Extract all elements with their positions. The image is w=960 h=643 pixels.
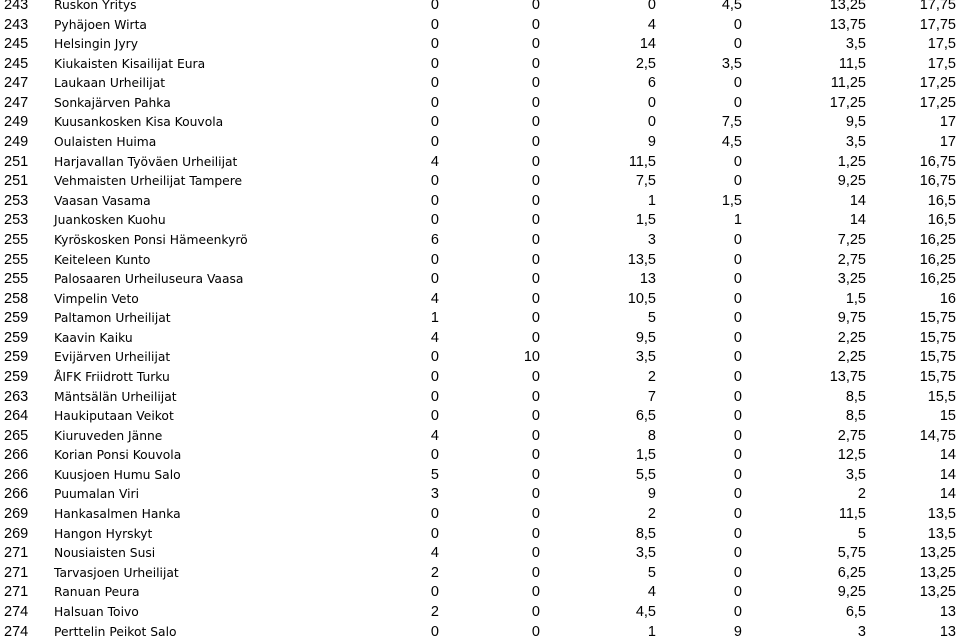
table-row: [0, 16, 960, 36]
total-cell: 17: [939, 134, 956, 151]
value-cell: 0: [733, 408, 742, 425]
club-name: Evijärven Urheilijat: [54, 350, 171, 365]
table-row: [0, 583, 960, 603]
table-row: [0, 485, 960, 505]
value-cell: 0: [531, 134, 540, 151]
club-name: Ranuan Peura: [54, 585, 140, 600]
value-cell: 0: [531, 153, 540, 170]
value-cell: 0: [733, 603, 742, 620]
value-cell: 4,5: [635, 603, 656, 620]
value-cell: 0: [733, 466, 742, 483]
value-cell: 0: [430, 36, 439, 53]
value-cell: 0: [531, 231, 540, 248]
table-row: [0, 525, 960, 545]
value-cell: 0: [531, 75, 540, 92]
value-cell: 5: [857, 525, 866, 542]
value-cell: 2,25: [837, 349, 866, 366]
value-cell: 13,5: [627, 251, 656, 268]
value-cell: 0: [733, 36, 742, 53]
value-cell: 0: [733, 231, 742, 248]
rank-cell: 271: [4, 545, 29, 562]
value-cell: 2,5: [635, 55, 656, 72]
value-cell: 2,25: [837, 329, 866, 346]
value-cell: 3: [857, 623, 866, 640]
value-cell: 14: [849, 212, 866, 229]
value-cell: 13: [639, 271, 656, 288]
value-cell: 1,25: [837, 153, 866, 170]
rank-cell: 259: [4, 329, 29, 346]
value-cell: 1,5: [635, 447, 656, 464]
value-cell: 0: [531, 251, 540, 268]
table-row: [0, 251, 960, 271]
value-cell: 0: [531, 506, 540, 523]
value-cell: 0: [733, 75, 742, 92]
value-cell: 1: [430, 310, 439, 327]
club-name: Sonkajärven Pahka: [54, 95, 171, 110]
value-cell: 8,5: [845, 388, 866, 405]
table-row: [0, 231, 960, 251]
table-row: [0, 113, 960, 133]
value-cell: 0: [430, 94, 439, 111]
total-cell: 16,75: [919, 153, 956, 170]
value-cell: 6,5: [635, 408, 656, 425]
club-name: Kuusjoen Humu Salo: [54, 467, 181, 482]
club-name: Vimpelin Veto: [54, 291, 139, 306]
total-cell: 14,75: [919, 427, 956, 444]
rank-cell: 264: [4, 408, 29, 425]
value-cell: 4: [647, 16, 656, 33]
value-cell: 9: [733, 623, 742, 640]
club-name: Palosaaren Urheiluseura Vaasa: [54, 272, 244, 287]
value-cell: 0: [531, 388, 540, 405]
total-cell: 17,5: [927, 55, 956, 72]
value-cell: 0: [531, 310, 540, 327]
table-row: [0, 427, 960, 447]
value-cell: 3,5: [845, 466, 866, 483]
value-cell: 0: [430, 271, 439, 288]
value-cell: 14: [849, 192, 866, 209]
rank-cell: 266: [4, 447, 29, 464]
value-cell: 0: [733, 290, 742, 307]
table-row: [0, 153, 960, 173]
value-cell: 11,5: [838, 506, 866, 523]
value-cell: 3,5: [721, 55, 742, 72]
value-cell: 0: [647, 94, 656, 111]
rank-cell: 255: [4, 231, 29, 248]
club-name: Keiteleen Kunto: [54, 252, 151, 267]
value-cell: 0: [733, 349, 742, 366]
club-name: Laukaan Urheilijat: [54, 76, 166, 91]
value-cell: 0: [430, 0, 439, 13]
value-cell: 0: [531, 466, 540, 483]
value-cell: 0: [733, 506, 742, 523]
value-cell: 0: [531, 564, 540, 581]
value-cell: 0: [430, 506, 439, 523]
value-cell: 1,5: [635, 212, 656, 229]
table-row: [0, 309, 960, 329]
total-cell: 17,5: [927, 36, 956, 53]
value-cell: 0: [430, 447, 439, 464]
club-name: Kiukaisten Kisailijat Eura: [54, 56, 206, 71]
table-row: [0, 466, 960, 486]
club-name: Ruskon Yritys: [54, 0, 137, 12]
value-cell: 0: [531, 603, 540, 620]
rank-cell: 253: [4, 212, 29, 229]
value-cell: 9: [647, 486, 656, 503]
value-cell: 12,5: [837, 447, 866, 464]
value-cell: 0: [531, 427, 540, 444]
value-cell: 7,5: [635, 173, 656, 190]
value-cell: 0: [733, 368, 742, 385]
total-cell: 13: [939, 623, 956, 640]
club-name: Perttelin Peikot Salo: [54, 624, 177, 639]
value-cell: 0: [733, 329, 742, 346]
value-cell: 0: [430, 75, 439, 92]
value-cell: 1: [647, 192, 656, 209]
value-cell: 7,5: [721, 114, 742, 131]
total-cell: 16,5: [927, 212, 956, 229]
value-cell: 0: [531, 55, 540, 72]
value-cell: 0: [733, 271, 742, 288]
club-name: Oulaisten Huima: [54, 135, 157, 150]
total-cell: 15: [939, 408, 956, 425]
value-cell: 4: [647, 584, 656, 601]
table-row: [0, 505, 960, 525]
value-cell: 0: [647, 114, 656, 131]
rank-cell: 271: [4, 584, 29, 601]
rank-cell: 258: [4, 290, 29, 307]
table-row: [0, 329, 960, 349]
value-cell: 14: [639, 36, 656, 53]
value-cell: 9,25: [837, 584, 866, 601]
value-cell: 0: [430, 212, 439, 229]
rank-cell: 259: [4, 310, 29, 327]
rank-cell: 255: [4, 251, 29, 268]
value-cell: 13,25: [829, 0, 866, 13]
value-cell: 7,25: [837, 231, 866, 248]
club-name: Nousiaisten Susi: [54, 546, 156, 561]
total-cell: 16,25: [919, 231, 956, 248]
rank-cell: 251: [4, 153, 29, 170]
value-cell: 0: [430, 584, 439, 601]
value-cell: 0: [733, 525, 742, 542]
value-cell: 0: [430, 525, 439, 542]
value-cell: 0: [430, 408, 439, 425]
value-cell: 10: [523, 349, 540, 366]
value-cell: 5: [647, 310, 656, 327]
value-cell: 0: [531, 525, 540, 542]
value-cell: 0: [733, 94, 742, 111]
rank-cell: 259: [4, 349, 29, 366]
total-cell: 13: [939, 603, 956, 620]
total-cell: 13,5: [927, 525, 956, 542]
value-cell: 2,75: [837, 427, 866, 444]
total-cell: 13,25: [919, 564, 956, 581]
club-name: Haukiputaan Veikot: [54, 409, 174, 424]
value-cell: 0: [531, 114, 540, 131]
value-cell: 0: [430, 55, 439, 72]
value-cell: 0: [733, 16, 742, 33]
rank-cell: 245: [4, 36, 29, 53]
rank-cell: 253: [4, 192, 29, 209]
rank-cell: 265: [4, 427, 29, 444]
total-cell: 14: [939, 486, 956, 503]
total-cell: 15,5: [927, 388, 956, 405]
value-cell: 3: [430, 486, 439, 503]
club-name: Harjavallan Työväen Urheilijat: [54, 154, 238, 169]
value-cell: 1: [733, 212, 742, 229]
table-row: [0, 192, 960, 212]
club-name: Hangon Hyrskyt: [54, 526, 153, 541]
rank-cell: 247: [4, 94, 29, 111]
table-row: [0, 564, 960, 584]
value-cell: 2,75: [837, 251, 866, 268]
value-cell: 0: [733, 388, 742, 405]
value-cell: 4: [430, 329, 439, 346]
value-cell: 0: [531, 447, 540, 464]
club-name: Korian Ponsi Kouvola: [54, 448, 182, 463]
value-cell: 0: [430, 623, 439, 640]
value-cell: 8: [647, 427, 656, 444]
rank-cell: 269: [4, 525, 29, 542]
value-cell: 13,75: [829, 368, 866, 385]
total-cell: 16,25: [919, 271, 956, 288]
table-row: [0, 55, 960, 75]
club-name: Kaavin Kaiku: [54, 330, 133, 345]
total-cell: 17,25: [919, 75, 956, 92]
value-cell: 3,5: [845, 134, 866, 151]
club-name: ÅIFK Friidrott Turku: [54, 369, 170, 384]
rank-cell: 274: [4, 603, 29, 620]
rank-cell: 247: [4, 75, 29, 92]
club-name: Pyhäjoen Wirta: [54, 17, 147, 32]
value-cell: 1,5: [721, 192, 742, 209]
value-cell: 0: [733, 486, 742, 503]
total-cell: 16,75: [919, 173, 956, 190]
club-name: Halsuan Toivo: [54, 604, 139, 619]
value-cell: 4: [430, 153, 439, 170]
club-name: Puumalan Viri: [54, 487, 139, 502]
total-cell: 15,75: [919, 368, 956, 385]
value-cell: 0: [647, 0, 656, 13]
rank-cell: 266: [4, 466, 29, 483]
rank-cell: 245: [4, 55, 29, 72]
value-cell: 9,5: [845, 114, 866, 131]
value-cell: 3: [647, 231, 656, 248]
total-cell: 17,75: [919, 0, 956, 13]
value-cell: 0: [430, 349, 439, 366]
club-name: Vaasan Vasama: [54, 193, 151, 208]
total-cell: 13,5: [927, 506, 956, 523]
rank-cell: 255: [4, 271, 29, 288]
club-name: Vehmaisten Urheilijat Tampere: [54, 174, 243, 189]
value-cell: 6,5: [845, 603, 866, 620]
value-cell: 0: [733, 251, 742, 268]
value-cell: 0: [733, 427, 742, 444]
total-cell: 16,25: [919, 251, 956, 268]
value-cell: 0: [733, 584, 742, 601]
value-cell: 8,5: [635, 525, 656, 542]
value-cell: 5: [647, 564, 656, 581]
total-cell: 17,25: [919, 94, 956, 111]
total-cell: 15,75: [919, 310, 956, 327]
club-name: Kuusankosken Kisa Kouvola: [54, 115, 224, 130]
table-row: [0, 270, 960, 290]
value-cell: 0: [733, 173, 742, 190]
value-cell: 0: [531, 545, 540, 562]
table-row: [0, 603, 960, 623]
value-cell: 1,5: [845, 290, 866, 307]
value-cell: 0: [531, 368, 540, 385]
value-cell: 0: [430, 16, 439, 33]
rank-cell: 243: [4, 16, 29, 33]
value-cell: 2: [647, 368, 656, 385]
table-row: [0, 407, 960, 427]
value-cell: 0: [531, 0, 540, 13]
table-row: [0, 94, 960, 114]
table-row: [0, 74, 960, 94]
value-cell: 4: [430, 545, 439, 562]
value-cell: 0: [733, 310, 742, 327]
value-cell: 9,25: [837, 173, 866, 190]
total-cell: 16: [939, 290, 956, 307]
value-cell: 5: [430, 466, 439, 483]
value-cell: 0: [531, 329, 540, 346]
rank-cell: 263: [4, 388, 29, 405]
value-cell: 0: [430, 251, 439, 268]
value-cell: 3,5: [845, 36, 866, 53]
value-cell: 0: [430, 192, 439, 209]
value-cell: 0: [531, 212, 540, 229]
rank-cell: 249: [4, 134, 29, 151]
club-name: Helsingin Jyry: [54, 37, 139, 52]
rank-cell: 274: [4, 623, 29, 640]
table-row: [0, 172, 960, 192]
value-cell: 0: [531, 408, 540, 425]
table-row: [0, 446, 960, 466]
value-cell: 9,75: [837, 310, 866, 327]
value-cell: 10,5: [627, 290, 656, 307]
value-cell: 4,5: [721, 134, 742, 151]
value-cell: 2: [647, 506, 656, 523]
value-cell: 0: [531, 16, 540, 33]
value-cell: 2: [857, 486, 866, 503]
value-cell: 9,5: [635, 329, 656, 346]
rank-cell: 269: [4, 506, 29, 523]
value-cell: 6,25: [837, 564, 866, 581]
value-cell: 5,5: [635, 466, 656, 483]
club-name: Tarvasjoen Urheilijat: [54, 565, 179, 580]
total-cell: 16,5: [927, 192, 956, 209]
value-cell: 17,25: [829, 94, 866, 111]
value-cell: 0: [531, 173, 540, 190]
total-cell: 14: [939, 466, 956, 483]
value-cell: 0: [531, 192, 540, 209]
value-cell: 4: [430, 290, 439, 307]
table-row: [0, 290, 960, 310]
rank-cell: 251: [4, 173, 29, 190]
value-cell: 0: [531, 94, 540, 111]
rank-cell: 271: [4, 564, 29, 581]
value-cell: 0: [531, 36, 540, 53]
table-row: [0, 368, 960, 388]
total-cell: 15,75: [919, 349, 956, 366]
table-row: [0, 544, 960, 564]
table-row: [0, 388, 960, 408]
value-cell: 0: [531, 271, 540, 288]
value-cell: 0: [430, 173, 439, 190]
value-cell: 0: [430, 114, 439, 131]
value-cell: 0: [531, 623, 540, 640]
value-cell: 1: [647, 623, 656, 640]
club-name: Juankosken Kuohu: [54, 213, 166, 228]
total-cell: 13,25: [919, 584, 956, 601]
value-cell: 11,25: [830, 75, 866, 92]
value-cell: 7: [647, 388, 656, 405]
rank-cell: 249: [4, 114, 29, 131]
value-cell: 2: [430, 603, 439, 620]
value-cell: 4,5: [721, 0, 742, 13]
total-cell: 17: [939, 114, 956, 131]
table-row: [0, 348, 960, 368]
value-cell: 0: [733, 153, 742, 170]
value-cell: 5,75: [837, 545, 866, 562]
club-name: Kyröskosken Ponsi Hämeenkyrö: [54, 232, 248, 247]
value-cell: 0: [531, 290, 540, 307]
rank-cell: 266: [4, 486, 29, 503]
value-cell: 11,5: [838, 55, 866, 72]
total-cell: 15,75: [919, 329, 956, 346]
value-cell: 3,5: [635, 349, 656, 366]
value-cell: 0: [733, 564, 742, 581]
value-cell: 4: [430, 427, 439, 444]
value-cell: 0: [733, 545, 742, 562]
total-cell: 17,75: [919, 16, 956, 33]
value-cell: 11,5: [628, 153, 656, 170]
table-row: [0, 35, 960, 55]
club-name: Hankasalmen Hanka: [54, 507, 181, 522]
table-row: [0, 133, 960, 153]
value-cell: 13,75: [829, 16, 866, 33]
value-cell: 0: [531, 584, 540, 601]
table-row: [0, 0, 960, 16]
value-cell: 0: [430, 134, 439, 151]
value-cell: 0: [430, 388, 439, 405]
rank-cell: 259: [4, 368, 29, 385]
value-cell: 3,5: [635, 545, 656, 562]
value-cell: 3,25: [837, 271, 866, 288]
value-cell: 0: [531, 486, 540, 503]
value-cell: 0: [430, 368, 439, 385]
club-name: Mäntsälän Urheilijat: [54, 389, 177, 404]
rank-cell: 243: [4, 0, 29, 13]
total-cell: 14: [939, 447, 956, 464]
value-cell: 2: [430, 564, 439, 581]
club-name: Paltamon Urheilijat: [54, 311, 171, 326]
total-cell: 13,25: [919, 545, 956, 562]
value-cell: 0: [733, 447, 742, 464]
value-cell: 6: [430, 231, 439, 248]
value-cell: 6: [647, 75, 656, 92]
table-row: [0, 623, 960, 643]
table-row: [0, 211, 960, 231]
club-name: Kiuruveden Jänne: [54, 428, 163, 443]
value-cell: 9: [647, 134, 656, 151]
value-cell: 8,5: [845, 408, 866, 425]
